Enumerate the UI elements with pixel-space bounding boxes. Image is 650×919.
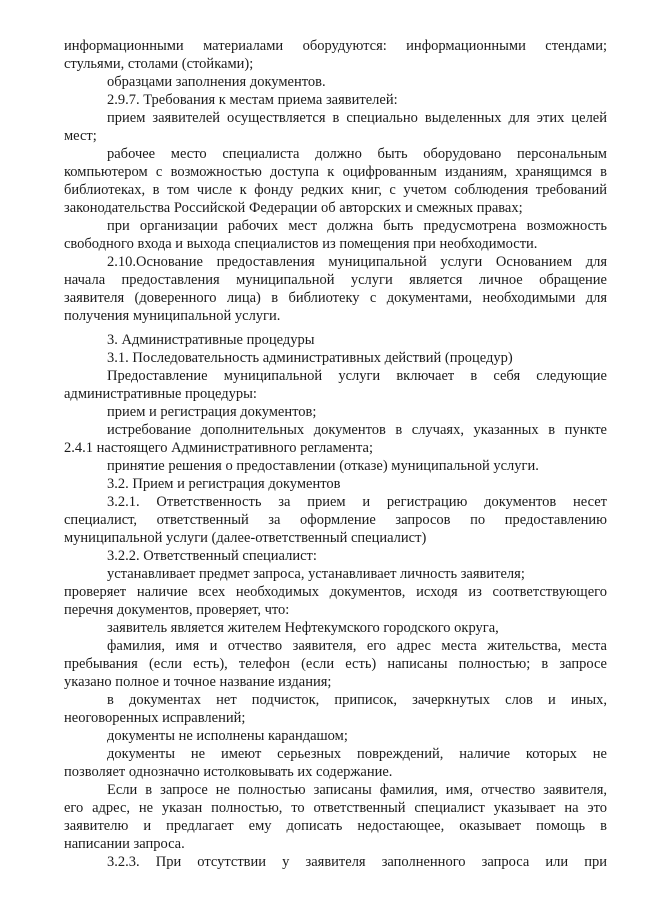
text-line-content: позволяет однозначно истолковывать их содержание.	[64, 764, 393, 780]
text-line-content: пребывания (если есть), телефон (если есть) написаны полностью; в запросе	[64, 656, 607, 672]
text-line-content: устанавливает предмет запроса, устанавливает личность заявителя;	[107, 566, 525, 582]
text-line-content: истребование дополнительных документов в случаях, указанных в пункте	[107, 422, 607, 438]
text-line-content: документы не имеют серьезных повреждений, наличие которых не	[107, 746, 607, 762]
text-line-content: свободного входа и выхода специалистов из помещения при необходимости.	[64, 236, 538, 252]
text-line-content: 3.2.3. При отсутствии у заявителя заполненного запроса или при	[107, 854, 607, 870]
text-line-content: заявитель является жителем Нефтекумского городского округа,	[107, 620, 499, 636]
text-line-content: 3.2.1. Ответственность за прием и регистрацию документов несет	[107, 494, 607, 510]
text-line-content: мест;	[64, 128, 97, 144]
text-line-content: муниципальной услуги (далее-ответственный специалист)	[64, 530, 427, 546]
text-line-content: при организации рабочих мест должна быть предусмотрена возможность	[107, 218, 607, 234]
text-line-content: указано полное и точное название издания;	[64, 674, 332, 690]
text-line-content: принятие решения о предоставлении (отказе) муниципальной услуги.	[107, 458, 539, 474]
text-line-content: прием и регистрация документов;	[107, 404, 317, 420]
text-line-content: образцами заполнения документов.	[107, 74, 326, 90]
text-line-content: 2.9.7. Требования к местам приема заявителей:	[107, 92, 398, 108]
text-line-content: документы не исполнены карандашом;	[107, 728, 348, 744]
text-line-content: Предоставление муниципальной услуги включает в себя следующие	[107, 368, 607, 384]
text-line-content: компьютером с возможностью доступа к оцифрованным изданиям, хранящимся в	[64, 164, 607, 180]
text-line-content: его адрес, не указан полностью, то ответственный специалист указывает на это	[64, 800, 607, 816]
text-line-content: 3.2. Прием и регистрация документов	[107, 476, 341, 492]
text-line-content: получения муниципальной услуги.	[64, 308, 281, 324]
text-line-content: прием заявителей осуществляется в специально выделенных для этих целей	[107, 110, 607, 126]
text-line-content: неоговоренных исправлений;	[64, 710, 246, 726]
text-line-content: проверяет наличие всех необходимых документов, исходя из соответствующего	[64, 584, 607, 600]
text-line-content: специалист, ответственный за оформление запросов по предоставлению	[64, 512, 607, 528]
text-line-content: административные процедуры:	[64, 386, 257, 402]
text-line-content: библиотеках, в том числе к фонду редких книг, с учетом соблюдения требований	[64, 182, 607, 198]
text-line-content: 3. Административные процедуры	[107, 332, 315, 348]
text-line-content: заявителя (доверенного лица) в библиотеку с документами, необходимыми для	[64, 290, 607, 306]
text-line-content: 2.4.1 настоящего Административного регламента;	[64, 440, 374, 456]
text-line-content: законодательства Российской Федерации об авторских и смежных правах;	[64, 200, 523, 216]
text-line-content: рабочее место специалиста должно быть оборудовано персональным	[107, 146, 607, 162]
text-line-content: 3.2.2. Ответственный специалист:	[107, 548, 317, 564]
text-line-content: стульями, столами (стойками);	[64, 56, 254, 72]
text-line-content: 3.1. Последовательность административных действий (процедур)	[107, 350, 513, 366]
text-line-content: 2.10.Основание предоставления муниципальной услуги Основанием для	[107, 254, 607, 270]
text-line-content: начала предоставления муниципальной услуги является личное обращение	[64, 272, 607, 288]
text-line-content: фамилия, имя и отчество заявителя, его адрес места жительства, места	[107, 638, 607, 654]
text-line-content: в документах нет подчисток, приписок, зачеркнутых слов и иных,	[107, 692, 607, 708]
text-line-content: Если в запросе не полностью записаны фамилия, имя, отчество заявителя,	[107, 782, 607, 798]
text-line-content: информационными материалами оборудуются: информационными стендами;	[64, 38, 607, 54]
text-line-content: заявителю и предлагает ему дописать недостающее, оказывает помощь в	[64, 818, 607, 834]
text-line-content: перечня документов, проверяет, что:	[64, 602, 290, 618]
text-line-content: написании запроса.	[64, 836, 185, 852]
